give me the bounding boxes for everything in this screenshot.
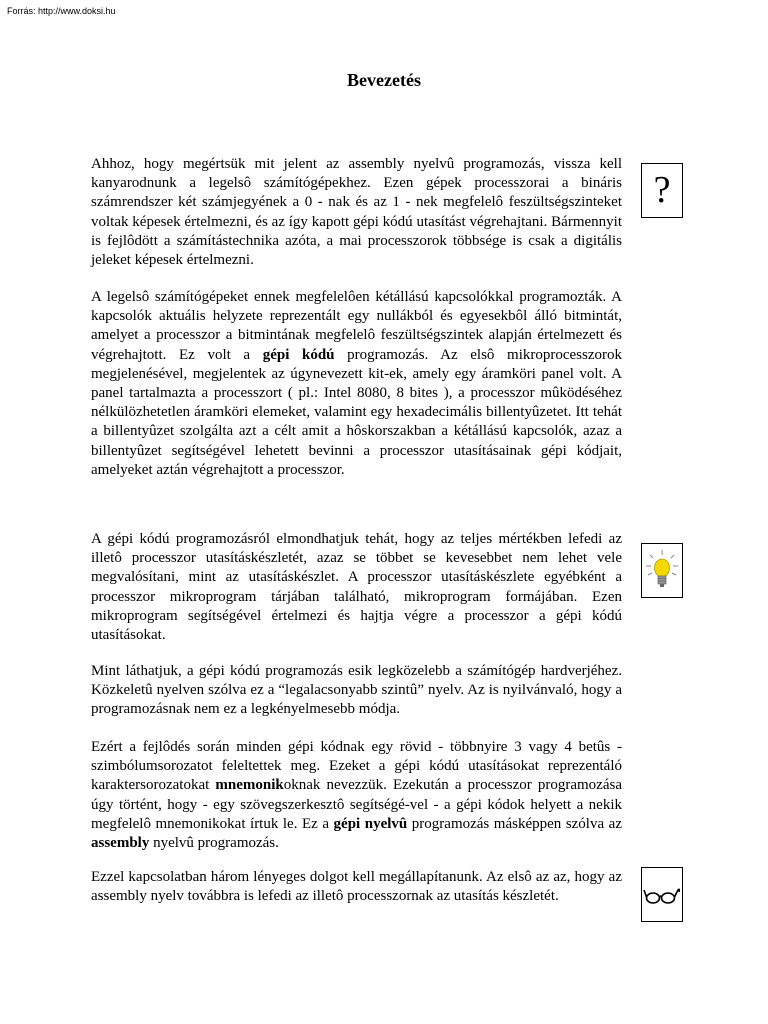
paragraph-1-text: Ahhoz, hogy megértsük mit jelent az assembly nyelvû programozás, vissza kell kanyarodnunk a legelsô számítógépekhez. Ezen gépek processzorai a bináris számrendszer két számjegyének a 0 - nak és az 1 - nek megfelelô feszültségszinteket voltak képesek értelmezni, és az így kapott gépi kódú utasítást végrehajtani. Bármennyit is fejlôdött a számítástechnika azóta, a mai processzorok többsége is csak a digitális jeleket képesek értelmezni. xyxy=(91,156,622,269)
paragraph-3-text: A gépi kódú programozásról elmondhatjuk tehát, hogy az teljes mértékben lefedi az illetô processzor utasításkészletét, azaz se többet se kevesebbet nem lehet vele megvalósítani, mint az utasításkészlet. A processzor utasításkészlete egyébként a processzor mikroprogram tárjában található, mikroprogram formájában. Ezen mikroprogram segítségével értelmezi és hajtja végre a processzor a gépi kódú utasításokat. xyxy=(91,531,622,644)
paragraph-2 xyxy=(91,288,622,480)
lightbulb-icon xyxy=(642,544,682,597)
paragraph-6-text: Ezzel kapcsolatban három lényeges dolgot kell megállapítanunk. Az elsô az az, hogy az assembly nyelv továbbra is lefedi az illetô processzornak az utasítás készletét. xyxy=(91,869,622,905)
paragraph-5-text-a: Ezért a fejlôdés során minden gépi kódnak egy rövid - többnyire 3 vagy 4 betûs - szimbólumsorozatot feleltettek meg. Ezeket a gépi kódú utasításokat reprezentáló karaktersorozatokat xyxy=(91,739,622,794)
paragraph-5-bold-mnemonik: mnemonik xyxy=(215,777,284,794)
glasses-box xyxy=(641,867,683,922)
paragraph-2-text-a: A legelsô számítógépeket ennek megfelelôen kétállású kapcsolókkal programozták. A kapcsolók aktuális helyzete reprezentált egy nullákból és egyesekbôl álló bitmintát, amelyet a processzor a bitmintának megfelelô feszültségszintek alapján értelmezett és végrehajtott. Ez volt a xyxy=(91,289,622,363)
lightbulb-box xyxy=(641,543,683,598)
paragraph-3 xyxy=(91,530,622,645)
paragraph-5-text-g: nyelvû programozás. xyxy=(149,835,279,852)
source-line: Forrás: http://www.doksi.hu xyxy=(7,6,116,16)
paragraph-4 xyxy=(91,662,622,720)
question-mark-icon: ? xyxy=(653,169,671,211)
paragraph-4-text: Mint láthatjuk, a gépi kódú programozás esik legközelebb a számítógép hardverjéhez. Közkeletû nyelven szólva ez a “legalacsonyabb szintû” nyelv. Az is nyilvánvaló, hogy a programozásnak nem ez a legkényelmesebb módja. xyxy=(91,663,622,718)
paragraph-2-bold: gépi kódú xyxy=(262,346,335,363)
page-title: Bevezetés xyxy=(347,70,421,90)
paragraph-5-bold-gepi-nyelvu: gépi nyelvû xyxy=(333,815,408,832)
glasses-icon xyxy=(642,868,682,921)
paragraph-5-bold-assembly: assembly xyxy=(91,835,150,852)
paragraph-2-text-c: programozás. Az elsô mikroprocesszorok megjelenésével, megjelentek az úgynevezett kit-ek, amely egy áramköri panel volt. A panel tartalmazta a processzort ( pl.: Intel 8080, 8 bites ), a processzor mûködéséhez nélkülözhetetlen áramköri elemeket, valamint egy hexadecimális billentyûzetet. Itt tehát a billentyûzet szolgálta azt a célt amit a hôskorszakban a kétállású kapcsolók, azaz a billentyûzet segítségével lehetett bevinni a processzor utasításainak gépi kódjait, amelyeket aztán végrehajtott a processzor. xyxy=(91,346,623,478)
paragraph-5-text-e: programozás másképpen szólva az xyxy=(407,815,622,832)
paragraph-5 xyxy=(91,738,622,853)
question-box xyxy=(641,163,683,218)
paragraph-1 xyxy=(91,155,622,270)
paragraph-6 xyxy=(91,868,622,906)
paragraph-5-text-c: oknak nevezzük. Ezekután a processzor programozása úgy történt, hogy - egy szövegszerkesztô segítségé-vel - a gépi kódok helyett a nekik megfelelô mnemonikokat írtuk le. Ez a xyxy=(91,777,622,832)
